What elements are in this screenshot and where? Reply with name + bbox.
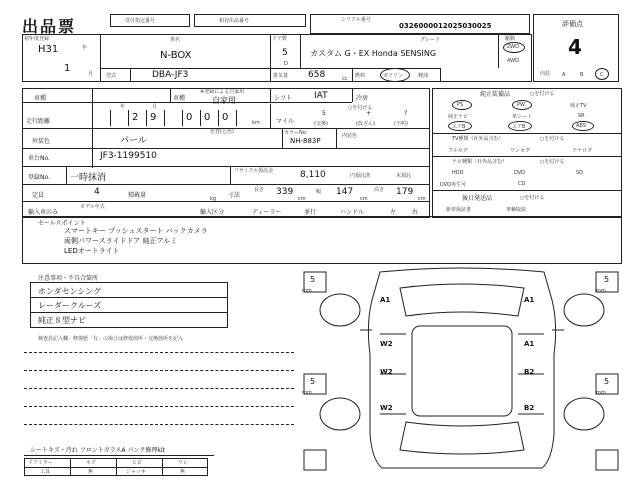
mark-rear-right: B2	[524, 404, 535, 412]
note-line-2: レーダークルーズ	[38, 301, 102, 310]
mileage-digit-2: 9	[150, 112, 157, 123]
nav-dvd: DVD	[514, 170, 526, 176]
car-damage-diagram	[296, 264, 626, 474]
door-count: 5	[282, 48, 288, 58]
sales-line-2: 両側パワースライドドア 純正アルミ	[64, 237, 178, 245]
dvd-playback: DVD再生可	[440, 182, 467, 188]
exterior-color: パール	[120, 136, 147, 146]
model-code: DBA-JF3	[152, 70, 189, 80]
equipment-airbag2: エアB	[512, 124, 526, 130]
sales-line-1: スマートキー プッシュスタート バックカメラ	[64, 227, 208, 235]
sheet-title: 出品票	[22, 17, 77, 36]
mileage-digit-5: 0	[222, 112, 229, 123]
note-line-3: 純正８型ナビ	[38, 316, 86, 325]
mark-right-front-door: A1	[524, 340, 535, 348]
mileage-digit-3: 0	[186, 112, 193, 123]
tread-box-bl	[304, 450, 326, 470]
mark-left-front-door: W2	[380, 340, 393, 348]
mileage-digit-4: 0	[204, 112, 211, 123]
score-value: 4	[568, 35, 582, 59]
equipment-tv: 純正TV	[570, 103, 587, 109]
equipment-sr: SR	[578, 113, 585, 119]
tv-oneseg: ワンセグ	[510, 148, 531, 154]
inspector-note: 検査員記入欄：修復歴「有」の場合は修復箇所・交換箇所を記入	[38, 336, 184, 342]
roof	[412, 326, 512, 416]
score-label: 評価点	[562, 20, 583, 28]
length-value: 339	[276, 187, 294, 197]
mileage-digit-1: 2	[132, 112, 139, 123]
cd-player: CD	[518, 181, 526, 187]
width-value: 147	[336, 187, 354, 197]
mark-front-right: A1	[524, 296, 535, 304]
nav-hdd: HDD	[452, 170, 464, 176]
rear-right-wheel	[564, 398, 604, 430]
later-manual: 車輌取説	[506, 207, 527, 213]
sales-line-3: LEDオートライト	[64, 247, 120, 255]
rear-window	[400, 422, 524, 454]
tread-fr: 5	[604, 275, 610, 284]
consignment-number-box: 相対出品番号	[194, 14, 306, 27]
registration-status: 一時抹消	[70, 173, 107, 183]
registration-month: 1	[64, 63, 71, 74]
seating-capacity: 4	[94, 187, 100, 197]
reception-number-box: 受付指定番号	[110, 14, 190, 27]
registration-era: H31	[38, 44, 59, 55]
nav-sd: SD	[576, 170, 584, 176]
tread-rr: 5	[604, 377, 610, 386]
color-number: NH-883P	[290, 137, 321, 145]
equipment-nav: 純正ナビ	[448, 114, 469, 120]
equipment-pw: PW	[517, 102, 525, 108]
chassis-number: JF3-1199510	[100, 151, 157, 161]
tread-fl: 5	[310, 275, 316, 284]
tread-rl: 5	[310, 377, 316, 386]
mark-rear-left: W2	[380, 404, 393, 412]
front-right-wheel	[564, 294, 604, 326]
usage: 自家用	[212, 96, 236, 105]
rear-left-wheel	[320, 398, 360, 430]
note-line-1: ホンダセンシング	[38, 287, 102, 296]
tv-analog: アナログ	[572, 148, 593, 154]
car-name: N-BOX	[160, 50, 192, 61]
equipment-airbag1: エアB	[452, 124, 466, 130]
serial-number-box: シリアル番号 0326000012025030025	[310, 14, 530, 34]
tv-fullseg: フルセグ	[448, 148, 468, 154]
grade: カスタム G・EX Honda SENSING	[310, 49, 437, 58]
mark-left-rear-door: W2	[380, 368, 393, 376]
equipment-abs: ABS	[576, 123, 586, 129]
equipment-leather: 革シート	[512, 114, 533, 120]
front-left-wheel	[320, 294, 360, 326]
mark-right-rear-door: B2	[524, 368, 535, 376]
recycle-fee: 8,110	[300, 170, 326, 180]
mark-front-left: A1	[380, 296, 391, 304]
windshield	[400, 284, 524, 316]
height-value: 179	[396, 187, 414, 197]
later-warranty: 新車保証書	[446, 207, 472, 213]
serial-number: 0326000012025030025	[399, 22, 492, 30]
displacement: 658	[308, 70, 326, 80]
shift-type: IAT	[314, 91, 328, 101]
bottom-note: シートキズ・汚れ フロントガラスA パンク修理kit	[30, 447, 165, 454]
tread-box-br	[596, 450, 618, 470]
equipment-ps: PS	[457, 102, 464, 108]
